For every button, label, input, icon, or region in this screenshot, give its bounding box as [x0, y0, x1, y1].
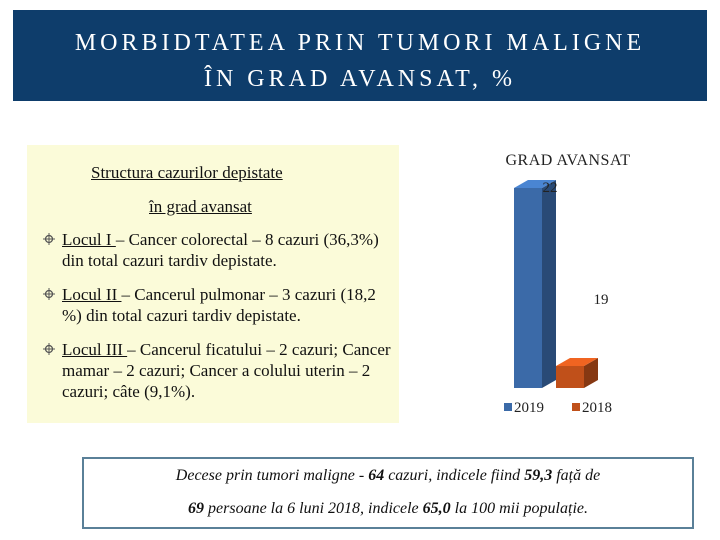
legend-label-2018: 2018 — [582, 400, 612, 416]
legend-swatch-2018 — [572, 403, 580, 411]
note-text: persoane la 6 luni 2018, indicele — [204, 500, 423, 517]
item-text: – Cancer colorectal – 8 cazuri (36,3%) din total cazuri tardiv depistate. — [62, 230, 379, 270]
bullet-icon — [42, 232, 56, 246]
note-value: 59,3 — [524, 467, 553, 484]
mortality-note — [82, 457, 694, 529]
structure-box — [27, 145, 399, 423]
list-item — [42, 339, 392, 402]
note-line-1 — [84, 467, 692, 485]
note-value: 65,0 — [422, 500, 451, 517]
chart-title: GRAD AVANSAT — [505, 152, 631, 169]
note-text: la 100 mii populație. — [450, 500, 588, 517]
item-place: Locul I — [62, 230, 116, 249]
bar-2019 — [514, 188, 542, 388]
structure-heading-1: Structura cazurilor depistate — [91, 163, 283, 182]
note-text: Decese prin tumori maligne - — [175, 467, 369, 484]
bullet-icon — [42, 287, 56, 301]
title-line-1: MORBIDTATEA PRIN TUMORI MALIGNE — [74, 30, 646, 56]
note-value: 64 — [368, 467, 385, 484]
data-label-2019: 22 — [542, 180, 558, 196]
bar-side-2019 — [542, 180, 556, 388]
bar-2018 — [556, 366, 584, 388]
item-text: – Cancerul ficatului – 2 cazuri; Cancer mamar – 2 cazuri; Cancer a colului uterin – 2 cazuri; câte (9,1%). — [62, 340, 391, 401]
note-value: 69 — [188, 500, 205, 517]
legend-swatch-2019 — [504, 403, 512, 411]
list-item — [42, 229, 392, 271]
grad-avansat-chart — [470, 140, 700, 430]
title-line-2: ÎN GRAD AVANSAT, % — [203, 66, 517, 92]
list-item — [42, 284, 392, 326]
item-text: – Cancerul pulmonar – 3 cazuri (18,2 %) din total cazuri tardiv depistate. — [62, 285, 376, 325]
structure-heading-2: în grad avansat — [149, 197, 252, 216]
bullet-icon — [42, 342, 56, 356]
note-line-2 — [84, 500, 692, 518]
title-banner — [13, 10, 707, 101]
item-place: Locul III — [62, 340, 128, 359]
note-text: față de — [552, 467, 601, 484]
item-place: Locul II — [62, 285, 122, 304]
note-text: cazuri, indicele fiind — [384, 467, 525, 484]
legend-label-2019: 2019 — [514, 400, 544, 416]
data-label-2018: 19 — [593, 292, 609, 308]
